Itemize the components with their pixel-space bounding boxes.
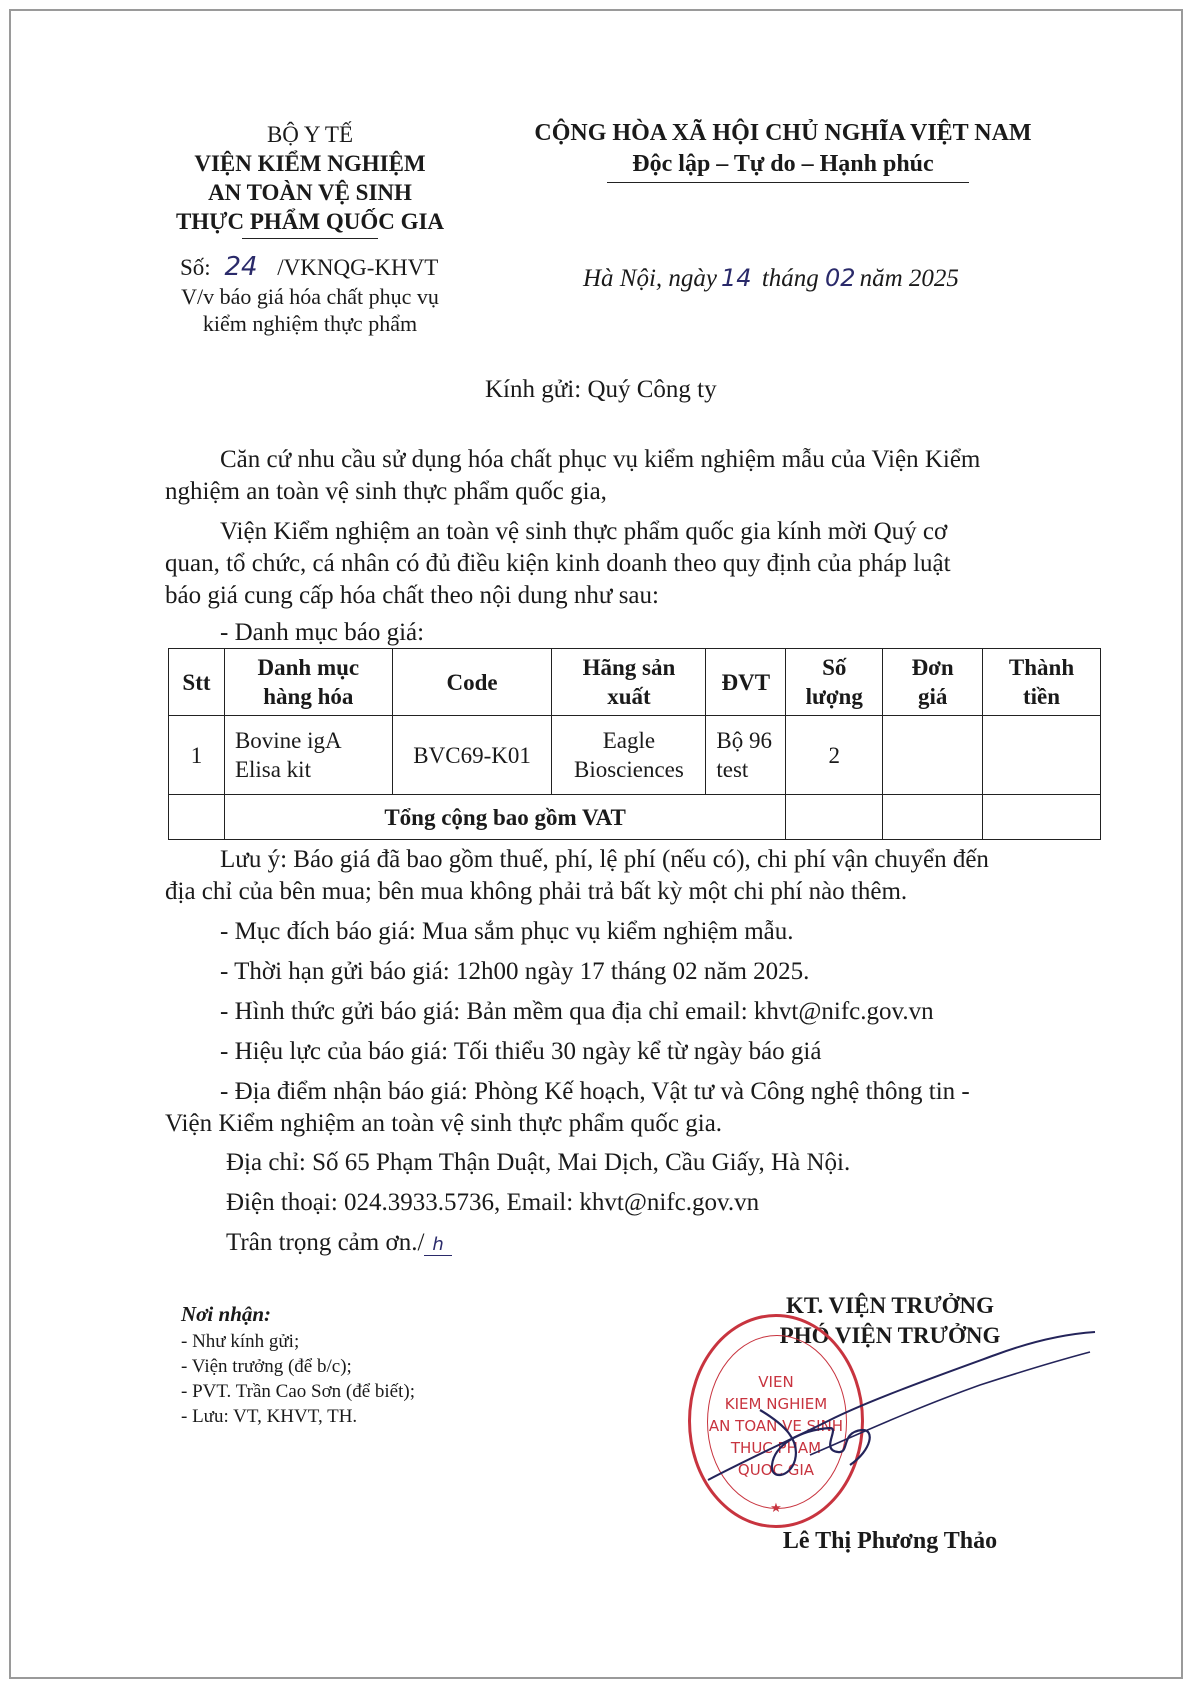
header-stt: Stt	[169, 649, 225, 716]
total-qty-cell	[786, 795, 883, 840]
doc-number-suffix: /VKNQG-KHVT	[277, 255, 439, 280]
header-price	[883, 649, 983, 716]
ministry-name: BỘ Y TẾ	[266, 122, 354, 147]
row-unit-line2: test	[716, 757, 749, 782]
header-maker-line1: Hãng sản	[582, 655, 676, 680]
header-code: Code	[392, 649, 552, 716]
note-line2: địa chỉ của bên mua; bên mua không phải trả bất kỳ một chi phí nào thêm.	[165, 878, 908, 905]
para2-line3: báo giá cung cấp hóa chất theo nội dung như sau:	[165, 582, 659, 609]
row-item-line2: Elisa kit	[234, 757, 311, 782]
row-maker-line2: Biosciences	[573, 757, 684, 782]
header-unit: ĐVT	[706, 649, 786, 716]
header-maker-line2: xuất	[607, 684, 651, 709]
document-date	[583, 264, 959, 293]
row-item	[224, 716, 392, 795]
institute-line-2: AN TOÀN VỆ SINH	[208, 180, 412, 205]
location-line2: Viện Kiểm nghiệm an toàn vệ sinh thực phẩm quốc gia.	[165, 1110, 723, 1137]
header-item-line2: hàng hóa	[263, 684, 354, 709]
header-left-divider	[242, 238, 378, 239]
para1-line2: nghiệm an toàn vệ sinh thực phẩm quốc gia,	[165, 478, 607, 505]
doc-number-label: Số:	[180, 255, 211, 280]
recipient-line: Kính gửi: Quý Công ty	[485, 376, 717, 403]
header-price-line1: Đơn	[911, 655, 954, 680]
motto-underline	[607, 182, 969, 183]
initials: h	[424, 1234, 451, 1256]
header-item	[224, 649, 392, 716]
table-row	[169, 716, 1101, 795]
deadline-line: - Thời hạn gửi báo giá: 12h00 ngày 17 tháng 02 năm 2025.	[220, 958, 810, 985]
subject-line-1: V/v báo giá hóa chất phục vụ	[181, 284, 439, 309]
total-amount-cell	[983, 795, 1101, 840]
seal-line-1: VIEN	[758, 1373, 794, 1391]
seal-line-3: AN TOAN VE SINH	[708, 1417, 844, 1435]
republic-title: CỘNG HÒA XÃ HỘI CHỦ NGHĨA VIỆT NAM	[534, 120, 1032, 146]
header-maker	[552, 649, 706, 716]
recipient-item-1: - Như kính gửi;	[181, 1331, 300, 1352]
institute-line-3: THỰC PHẨM QUỐC GIA	[175, 209, 445, 234]
seal-line-4: THUC PHAM	[730, 1439, 822, 1457]
doc-number	[180, 252, 438, 282]
total-label: Tổng cộng bao gồm VAT	[224, 795, 785, 840]
table-total-row	[169, 795, 1101, 840]
motto: Độc lập – Tự do – Hạnh phúc	[632, 151, 934, 177]
date-year: năm 2025	[859, 265, 959, 292]
header-item-line1: Danh mục	[257, 655, 360, 680]
signer-name: Lê Thị Phương Thảo	[782, 1528, 998, 1554]
row-price	[883, 716, 983, 795]
row-maker	[552, 716, 706, 795]
quote-table	[168, 648, 1101, 840]
row-maker-line1: Eagle	[602, 728, 656, 753]
doc-number-handwritten: 24	[224, 252, 258, 282]
header-qty-line2: lượng	[805, 684, 863, 709]
date-month-label: tháng	[761, 265, 819, 292]
total-price-cell	[883, 795, 983, 840]
address-line: Địa chỉ: Số 65 Phạm Thận Duật, Mai Dịch, Cầu Giấy, Hà Nội.	[226, 1149, 851, 1176]
table-header-row	[169, 649, 1101, 716]
header-qty	[786, 649, 883, 716]
seal-line-5: QUOC GIA	[737, 1461, 815, 1479]
location-line1: - Địa điểm nhận báo giá: Phòng Kế hoạch, Vật tư và Công nghệ thông tin -	[220, 1078, 970, 1105]
signature-line-1: KT. VIỆN TRƯỞNG	[785, 1293, 995, 1318]
row-stt: 1	[169, 716, 225, 795]
recipient-item-4: - Lưu: VT, KHVT, TH.	[181, 1406, 358, 1427]
recipient-item-2: - Viện trưởng (để b/c);	[181, 1356, 352, 1377]
header-total	[983, 649, 1101, 716]
date-day: 14	[721, 264, 752, 292]
row-item-line1: Bovine igA	[234, 728, 342, 753]
row-total	[983, 716, 1101, 795]
header-price-line2: giá	[917, 684, 948, 709]
header-total-line1: Thành	[1008, 655, 1075, 680]
validity-line: - Hiệu lực của báo giá: Tối thiểu 30 ngày kể từ ngày báo giá	[220, 1038, 822, 1065]
para2-line2: quan, tổ chức, cá nhân có đủ điều kiện kinh doanh theo quy định của pháp luật	[165, 550, 951, 577]
row-unit-line1: Bộ 96	[716, 728, 772, 753]
header-total-line2: tiền	[1023, 684, 1061, 709]
recipient-item-3: - PVT. Trần Cao Sơn (để biết);	[181, 1381, 415, 1402]
institute-line-1: VIỆN KIỂM NGHIỆM	[194, 151, 426, 176]
seal-star-icon: ★	[770, 1501, 782, 1516]
para2-line1: Viện Kiểm nghiệm an toàn vệ sinh thực phẩm quốc gia kính mời Quý cơ	[220, 518, 948, 545]
seal-line-2: KIEM NGHIEM	[724, 1395, 828, 1413]
total-row-blank	[169, 795, 225, 840]
signature-line-2: PHÓ VIỆN TRƯỞNG	[779, 1323, 1001, 1348]
thanks-line	[226, 1227, 452, 1261]
purpose-line: - Mục đích báo giá: Mua sắm phục vụ kiểm nghiệm mẫu.	[220, 918, 794, 945]
list-label: - Danh mục báo giá:	[220, 619, 425, 646]
subject-line-2: kiểm nghiệm thực phẩm	[202, 311, 418, 336]
row-code: BVC69-K01	[392, 716, 552, 795]
header-qty-line1: Số	[822, 655, 847, 680]
row-unit	[706, 716, 786, 795]
thanks-text: Trân trọng cảm ơn./	[226, 1229, 425, 1256]
date-prefix: Hà Nội, ngày	[583, 265, 718, 292]
method-line: - Hình thức gửi báo giá: Bản mềm qua địa chỉ email: khvt@nifc.gov.vn	[220, 998, 934, 1025]
row-qty: 2	[786, 716, 883, 795]
note-line1: Lưu ý: Báo giá đã bao gồm thuế, phí, lệ phí (nếu có), chi phí vận chuyển đến	[220, 846, 989, 873]
date-month: 02	[825, 264, 856, 292]
recipients-title: Nơi nhận:	[181, 1302, 272, 1326]
para1-line1: Căn cứ nhu cầu sử dụng hóa chất phục vụ kiểm nghiệm mẫu của Viện Kiểm	[220, 446, 981, 473]
phone-line: Điện thoại: 024.3933.5736, Email: khvt@nifc.gov.vn	[226, 1189, 760, 1216]
handwritten-signature	[690, 1330, 1110, 1500]
